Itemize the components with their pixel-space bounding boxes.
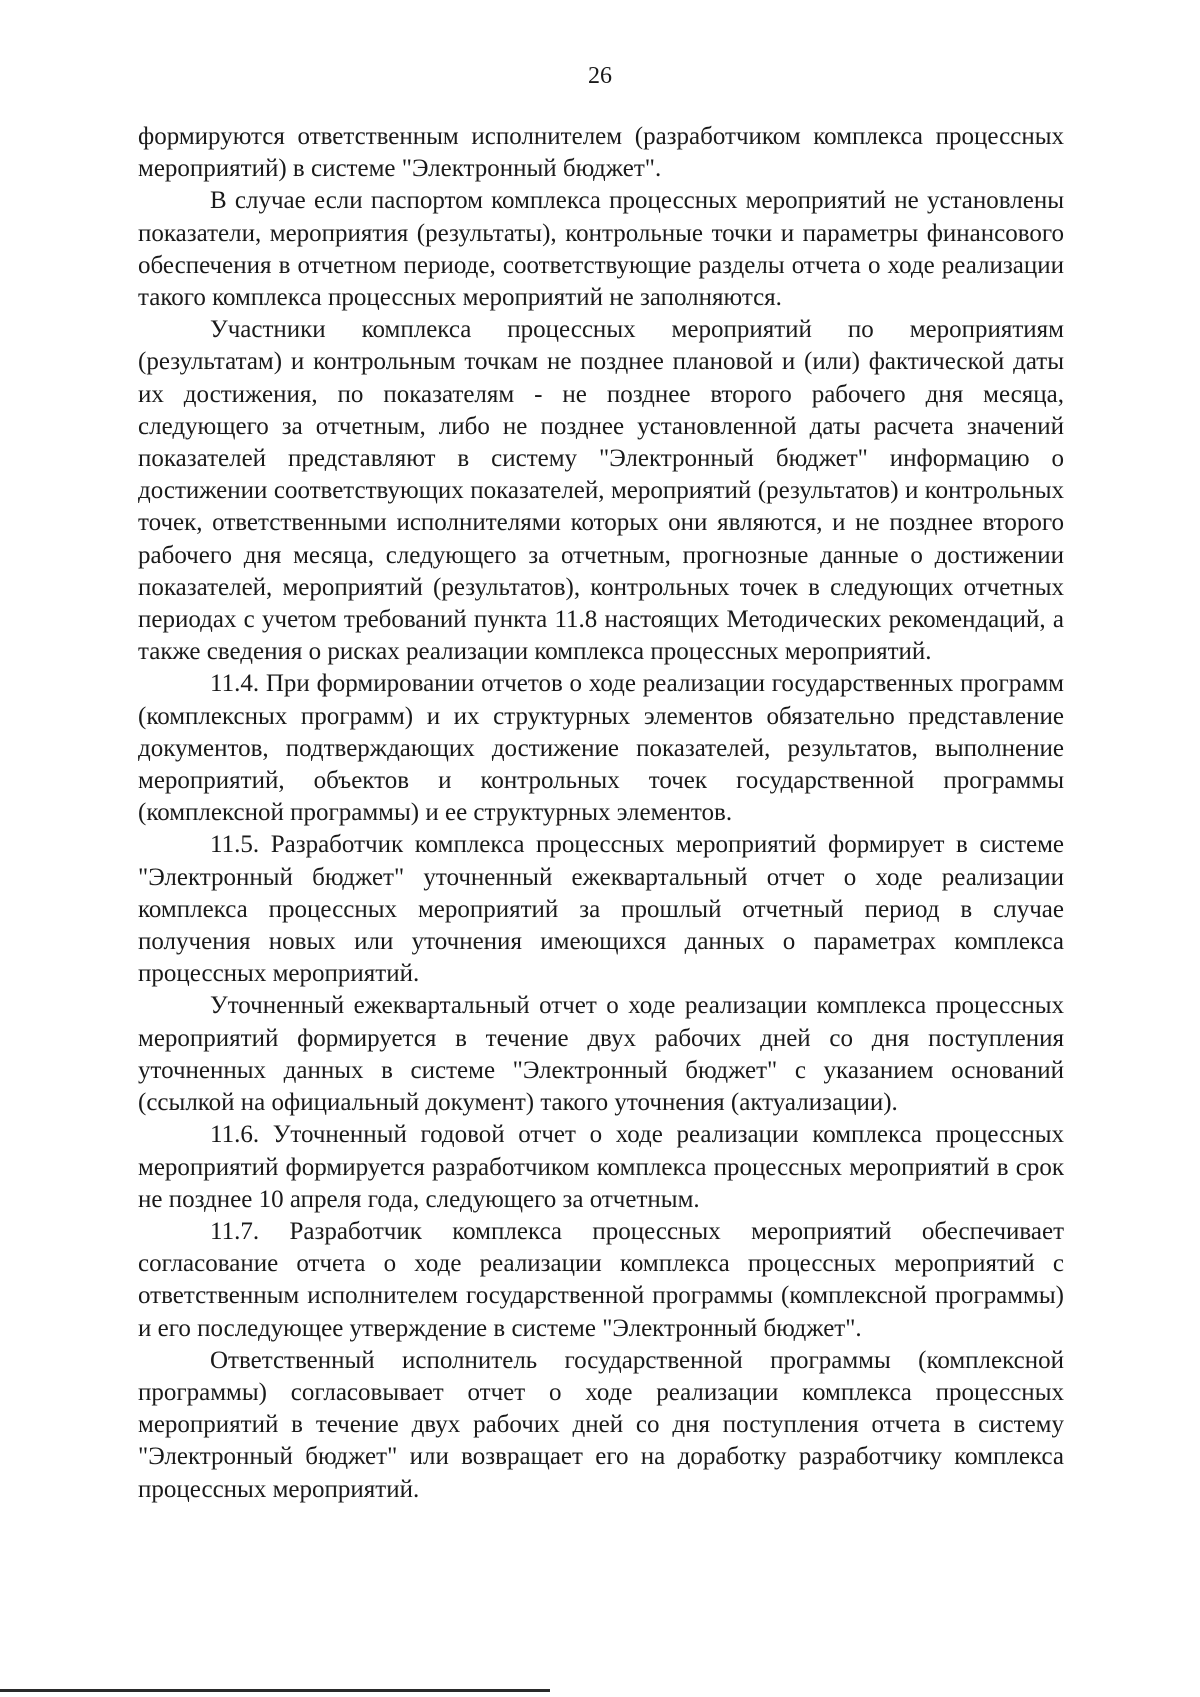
paragraph-11-7: 11.7. Разработчик комплекса процессных мероприятий обеспечивает согласование отчета о ходе реализации комплекса процессных мероприятий с ответственным исполнителем государственной программы (комплексной программы) и его последующее утверждение в системе "Электронный бюджет". <box>138 1217 1064 1342</box>
paragraph-empty-sections: В случае если паспортом комплекса процессных мероприятий не установлены показатели, мероприятия (результаты), контрольные точки и параметры финансового обеспечения в отчетном периоде, соответствующие разделы отчета о ходе реализации такого комплекса процессных мероприятий не заполняются. <box>138 187 1064 312</box>
paragraph-continuation: формируются ответственным исполнителем (разработчиком комплекса процессных мероприятий) в системе "Электронный бюджет". <box>138 123 1064 183</box>
document-body <box>138 121 1064 1506</box>
paragraph-11-5: 11.5. Разработчик комплекса процессных мероприятий формирует в системе "Электронный бюджет" уточненный ежеквартальный отчет о ходе реализации комплекса процессных мероприятий за прошлый отчетный период в случае получения новых или уточнения имеющихся данных о параметрах комплекса процессных мероприятий. <box>138 831 1064 988</box>
paragraph-refined-quarterly-report: Уточненный ежеквартальный отчет о ходе реализации комплекса процессных мероприятий формируется в течение двух рабочих дней со дня поступления уточненных данных в системе "Электронный бюджет" с указанием оснований (ссылкой на официальный документ) такого уточнения (актуализации). <box>138 992 1064 1117</box>
paragraph-responsible-executor: Ответственный исполнитель государственной программы (комплексной программы) согласовывает отчет о ходе реализации комплекса процессных мероприятий в течение двух рабочих дней со дня поступления отчета в систему "Электронный бюджет" или возвращает его на доработку разработчику комплекса процессных мероприятий. <box>138 1346 1064 1503</box>
page-number: 26 <box>588 63 612 89</box>
bottom-divider <box>0 1689 550 1692</box>
paragraph-11-6: 11.6. Уточненный годовой отчет о ходе реализации комплекса процессных мероприятий формируется разработчиком комплекса процессных мероприятий в срок не позднее 10 апреля года, следующего за отчетным. <box>138 1121 1064 1213</box>
paragraph-11-4: 11.4. При формировании отчетов о ходе реализации государственных программ (комплексных программ) и их структурных элементов обязательно представление документов, подтверждающих достижение показателей, результатов, выполнение мероприятий, объектов и контрольных точек государственной программы (комплексной программы) и ее структурных элементов. <box>138 670 1064 827</box>
paragraph-participants: Участники комплекса процессных мероприятий по мероприятиям (результатам) и контрольным точкам не позднее плановой и (или) фактической даты их достижения, по показателям - не позднее второго рабочего дня месяца, следующего за отчетным, либо не позднее установленной даты расчета значений показателей представляют в систему "Электронный бюджет" информацию о достижении соответствующих показателей, мероприятий (результатов) и контрольных точек, ответственными исполнителями которых они являются, и не позднее второго рабочего дня месяца, следующего за отчетным, прогнозные данные о достижении показателей, мероприятий (результатов), контрольных точек в следующих отчетных периодах с учетом требований пункта 11.8 настоящих Методических рекомендаций, а также сведения о рисках реализации комплекса процессных мероприятий. <box>138 316 1064 666</box>
